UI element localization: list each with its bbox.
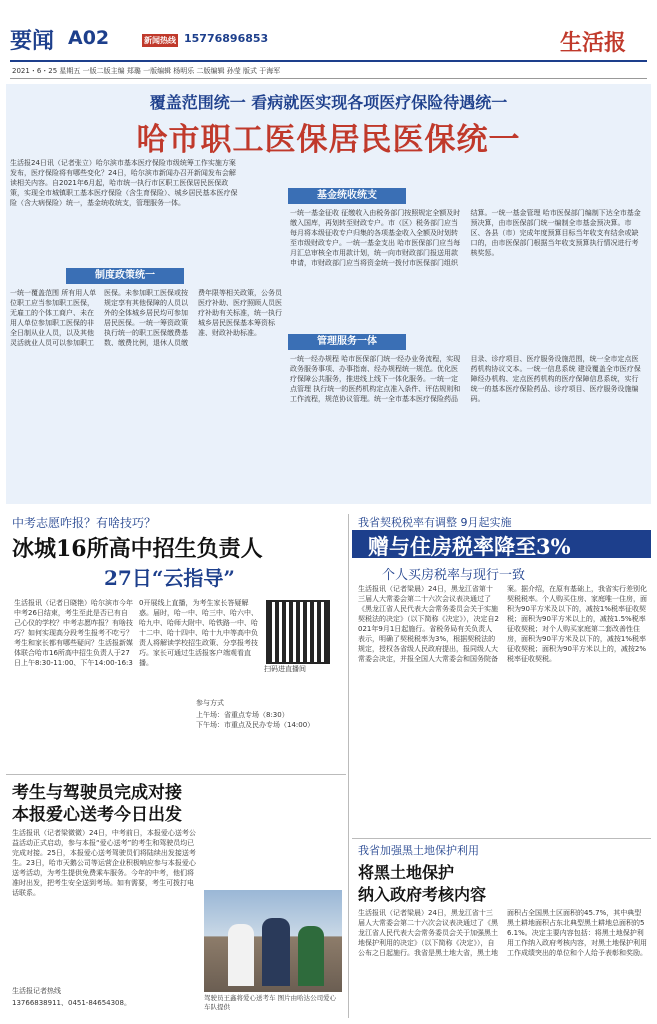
driver-headline-line1: 考生与驾驶员完成对接 [12, 783, 182, 803]
lead-story [6, 84, 651, 504]
section-banner-service: 管理服务一体 [288, 334, 406, 350]
driver-phone: 13766838911、0451-84654308。 [12, 999, 131, 1007]
land-story [352, 842, 651, 1020]
person-figure-left [228, 924, 254, 986]
person-figure-center [262, 918, 290, 986]
qr-code[interactable] [266, 600, 330, 664]
exam-subhead: 27日“云指导” [104, 566, 235, 590]
section-name: 要闻 [10, 28, 55, 54]
section-banner-fund: 基金统收统支 [288, 188, 406, 204]
page-code: A02 [68, 27, 110, 49]
land-headline-line2: 纳入政府考核内容 [358, 885, 487, 904]
exam-story [6, 514, 346, 770]
tax-kicker: 我省契税税率有调整 9月起实施 [358, 516, 512, 529]
header-rule [10, 60, 647, 62]
masthead [0, 0, 657, 80]
qr-caption: 扫码进直播间 [264, 665, 306, 673]
tax-subhead: 个人买房税率与现行一致 [382, 568, 526, 583]
hotline-number: 15776896853 [184, 32, 269, 45]
photo-caption: 驾驶员王鑫将爱心送考车 图片由哈达公司爱心车队提供 [204, 994, 337, 1011]
service-body: 一统一经办规程 哈市医保部门统一经办业务流程，实现政务服务事项、办事指南、经办规程统一规范。优化医疗保障公共服务，推进线上线下一体化服务。一统一定点管理 执行统一的医药机构定点准入条件、评估规则和工作流程，规范协议管理。统一全市基本医疗保险药品目录、诊疗项目、医疗服务设施范围，统一全市定点医药机构协议文本。一统一信息系统 建设覆盖全市医疗保障经办机构、定点医药机构的医疗保障信息系统，实行统一的基本医疗保险药品、诊疗项目、医疗服务设施编码。 [290, 355, 641, 403]
schedule-am: 上午场：省重点专场（8:30） [196, 711, 289, 719]
date-line: 2021・6・25 星期五 一版二版主编 郑璐 一版编辑 杨明乐 二版编辑 孙莹 版式 于海军 [12, 67, 281, 75]
tax-headline: 赠与住房税率降至3% [368, 534, 571, 559]
land-kicker: 我省加强黑土地保护利用 [358, 844, 479, 857]
driver-story [6, 778, 346, 1020]
fund-body: 一统一基金征收 征缴收入由税务部门按照规定全额及时缴入国库，再划转至财政专户。市（区）税务部门应当每月将本级征收专户归集的各项基金收入全额及时划转至市级财政专户。一统一基金支出 哈市医保部门应当每月汇总审核全市用款计划，统一向市财政部门报送用款申请，市财政部门应当将资金统一拨付市医保部门组织结算。一统一基金管理 哈市医保部门编制下达全市基金预决算，由市医保部门统一编制全市基金预决算。市区、各县（市）完成年度预算目标当年收支有结余或缺口的，由市医保部门根据当年收支预算执行情况进行考核奖惩。 [290, 209, 641, 267]
person-figure-right [298, 926, 324, 986]
tax-story [352, 514, 651, 840]
lead-headline: 哈市职工医保居民医保统一 [136, 122, 521, 158]
paper-logo: 生活报 [560, 30, 627, 56]
header-rule-thin [10, 78, 647, 79]
policy-body: 一统一覆盖范围 所有用人单位职工应当参加职工医保，无雇工的个体工商户、未在用人单位参加职工医保的非全日制从业人员，以及其他灵活就业人员可以参加职工医保。未参加职工医保或按规定享有其他保障的人员以外的全体城乡居民均可参加居民医保。一统一筹资政策 执行统一的职工医保缴费基数、缴费比例，退休人员缴费年限等相关政策，公务员医疗补助、医疗照顾人员医疗补助有关标准，统一执行城乡居民医保基本筹资标准、财政补助标准。 [10, 289, 282, 347]
column-divider [348, 514, 349, 1018]
lead-intro: 生活报24日讯（记者张立）哈尔滨市基本医疗保险市级统筹工作实施方案发布，医疗保险将有哪些变化？24日，哈尔滨市新闻办召开新闻发布会解读相关内容。自2021年6月起，哈市统一执行市区职工医保居民医保政策，实现全市城镇职工基本医疗保险（含生育保险）、城乡居民基本医疗保险（含大病保险）统一，基金统收统支，管理服务一体。 [10, 159, 238, 207]
driver-photo [204, 890, 342, 992]
row-divider [352, 838, 651, 839]
lead-kicker: 覆盖范围统一 看病就医实现各项医疗保险待遇统一 [149, 93, 508, 112]
schedule-title: 参与方式 [196, 699, 224, 707]
driver-headline-line2: 本报爱心送考今日出发 [12, 805, 182, 825]
section-banner-policy: 制度政策统一 [66, 268, 184, 284]
driver-body: 生活报讯（记者梁微微）24日，中考前日，本报爱心送考公益活动正式启动，参与本报“爱心送考”的考生和驾驶员均已完成对接。25日，本报爱心送考驾驶员们将陆续出发接送考生。23日，哈市天鹅公司等运营企业积极响应参与本报爱心送考活动，为考生提供免费乘车服务。今年的中考，他们将准时出发，把考生安全送到考场。如有需要，考生可拨打电话联系。 [12, 829, 196, 897]
schedule-pm: 下午场：市重点及民办专场（14:00） [196, 721, 315, 729]
exam-headline: 冰城16所高中招生负责人 [12, 536, 263, 562]
hotline-label: 新闻热线 [144, 36, 176, 45]
row-divider [6, 774, 346, 775]
exam-body: 生活报讯（记者日晓艳）哈尔滨市今年中考26日结束，考生至此是否已有自己心仪的学校？中考志愿咋报？有啥技巧？如何实现高分段考生报考不吃亏？考生和家长都有哪些疑问？生活报新媒体联合哈市16所高中招生负责人于27日上午8:30-11:00、下午14:00-16:30开展线上直播，为考生家长答疑解惑。届时，哈一中、哈三中、哈六中、哈九中、哈师大附中、哈铁路一中、哈十二中、哈十四中、哈十九中等高中负责人将解读学校招生政策、分享报考技巧。家长可通过生活报客户端观看直播。 [14, 599, 258, 667]
tax-body: 生活报讯（记者梁晨）24日，黑龙江省第十三届人大常委会第二十六次会议表决通过了《黑龙江省人民代表大会常务委员会关于实施契税法的决定》（以下简称《决定》），决定自2021年9月1日起施行。省税务局有关负责人表示，明确了契税税率为3%，根据契税法的规定，授权各省级人民政府提出，报同级人大常委会决定，并报全国人大常委会和国务院备案。据介绍，在原有基础上，我省实行差别化契税税率。个人购买住房、家庭唯一住房，面积为90平方米及以下的，减按1%税率征收契税；面积为90平方米以上的，减按1.5%税率征收契税；对个人购买家庭第二套改善性住房，面积为90平方米及以下的，减按1%税率征收契税；面积为90平方米以上的，减按2%税率征收契税。 [358, 585, 647, 663]
exam-kicker: 中考志愿咋报？有啥技巧？ [12, 516, 157, 530]
driver-hotline: 生活报记者热线 [12, 987, 61, 995]
land-body: 生活报讯（记者梁晨）24日，黑龙江省十三届人大常委会第二十六次会议表决通过了《黑龙江省人民代表大会常务委员会关于加强黑土地保护利用的决定》（以下简称《决定》），自公布之日起施行。我省是黑土地大省，黑土地面积占全国黑土区面积的45.7%，其中典型黑土耕地面积占东北典型黑土耕地总面积的56.1%。决定主要内容包括：将黑土地保护利用工作纳入政府考核内容，对黑土地保护利用工作成绩突出的单位和个人给予表彰和奖励。 [358, 909, 647, 957]
land-headline-line1: 将黑土地保护 [358, 863, 455, 882]
